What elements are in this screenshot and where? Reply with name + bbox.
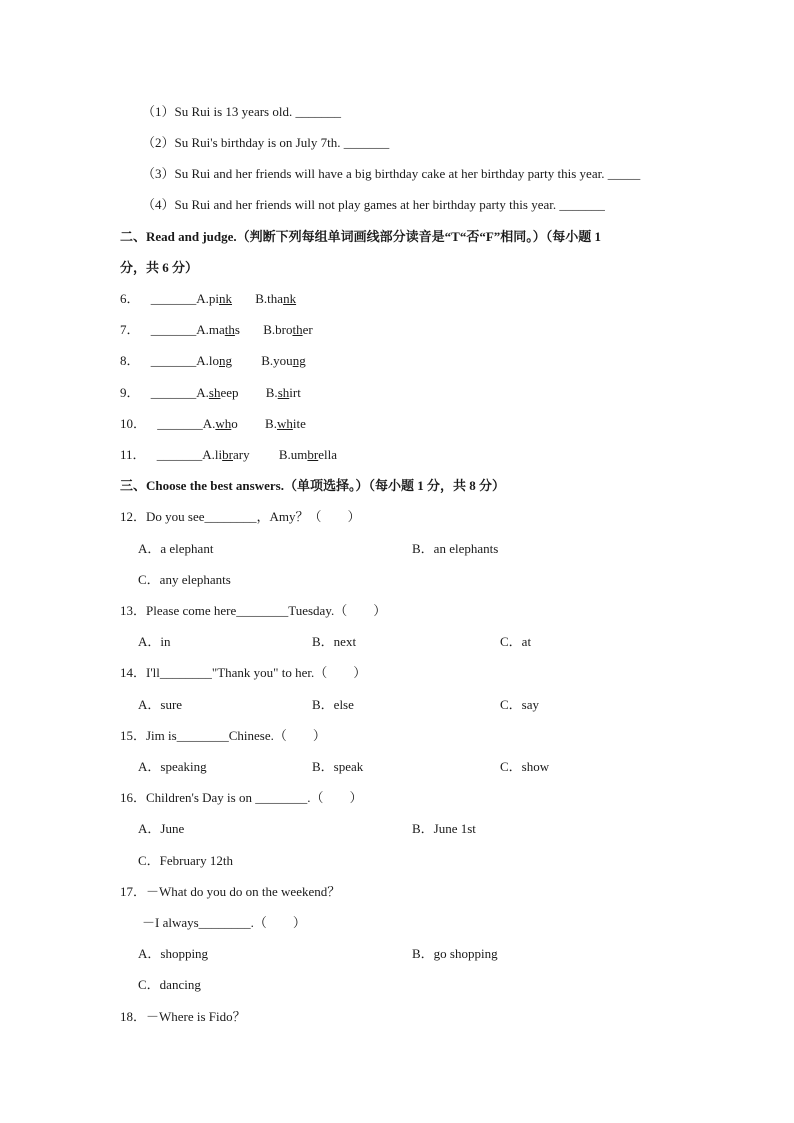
option-a: A.long: [196, 353, 233, 368]
question-18: 18．－Where is Fido？: [120, 1009, 246, 1024]
item-number: 9．: [120, 385, 140, 400]
answer-blank[interactable]: _______: [156, 447, 203, 462]
option-b: B.thank: [255, 291, 297, 306]
answer-blank[interactable]: _______: [150, 322, 197, 337]
answer-blank[interactable]: _______: [150, 353, 197, 368]
judge-item-8: [120, 353, 306, 369]
statement-2: （2）Su Rui's birthday is on July 7th. _______: [142, 135, 390, 150]
q13-option-a[interactable]: A．in: [138, 634, 171, 649]
q13-option-c[interactable]: C．at: [500, 634, 532, 649]
answer-blank[interactable]: _______: [157, 416, 203, 431]
question-17: 17．－What do you do on the weekend？: [120, 884, 341, 899]
item-number: 8．: [120, 353, 140, 368]
q13-option-b[interactable]: B．next: [312, 634, 357, 649]
q17-option-b[interactable]: B．go shopping: [412, 946, 498, 961]
judge-item-7: [120, 322, 313, 338]
section2-heading: 二、Read and judge.（判断下列每组单词画线部分读音是“T“否“F”相同。）（每小题 1: [120, 229, 602, 244]
section3-heading: 三、Choose the best answers.（单项选择。）（每小题 1 分，共 8 分）: [120, 478, 505, 493]
answer-blank[interactable]: _______: [150, 291, 197, 306]
q15-option-a[interactable]: A．speaking: [138, 759, 207, 774]
judge-item-11: [120, 447, 337, 463]
option-a: A.maths: [196, 322, 240, 337]
option-a: A.who: [202, 416, 238, 431]
question-13: 13．Please come here________Tuesday.（ ）: [120, 603, 387, 618]
question-17-reply: －I always________.（ ）: [142, 915, 306, 930]
option-b: B.umbrella: [278, 447, 338, 462]
judge-item-6: [120, 291, 296, 307]
q15-option-c[interactable]: C．show: [500, 759, 550, 774]
q12-option-a[interactable]: A．a elephant: [138, 541, 214, 556]
q12-option-c[interactable]: C．any elephants: [138, 572, 231, 587]
item-number: 10．: [120, 416, 147, 431]
section2-heading-cont: 分，共 6 分）: [120, 260, 199, 275]
option-b: B.young: [261, 353, 306, 368]
item-number: 7．: [120, 322, 140, 337]
q17-option-a[interactable]: A．shopping: [138, 946, 209, 961]
question-16: 16．Children's Day is on ________.（ ）: [120, 790, 363, 805]
q12-option-b[interactable]: B．an elephants: [412, 541, 499, 556]
question-15: 15．Jim is________Chinese.（ ）: [120, 728, 326, 743]
q14-option-b[interactable]: B．else: [312, 697, 354, 712]
option-b: B.brother: [263, 322, 313, 337]
q16-option-a[interactable]: A．June: [138, 821, 185, 836]
question-14: 14．I'll________"Thank you" to her.（ ）: [120, 665, 367, 680]
q14-option-c[interactable]: C．say: [500, 697, 540, 712]
q16-option-b[interactable]: B．June 1st: [412, 821, 476, 836]
item-number: 11．: [120, 447, 146, 462]
judge-item-9: [120, 385, 301, 401]
q15-option-b[interactable]: B．speak: [312, 759, 364, 774]
q16-option-c[interactable]: C．February 12th: [138, 853, 233, 868]
item-number: 6．: [120, 291, 140, 306]
statement-1: （1）Su Rui is 13 years old. _______: [142, 104, 341, 119]
q17-option-c[interactable]: C．dancing: [138, 977, 201, 992]
option-a: A.pink: [196, 291, 233, 306]
answer-blank[interactable]: _______: [150, 385, 197, 400]
option-a: A.library: [202, 447, 250, 462]
option-b: B.shirt: [265, 385, 301, 400]
q14-option-a[interactable]: A．sure: [138, 697, 183, 712]
question-12: 12．Do you see________，Amy？（ ）: [120, 509, 361, 524]
statement-4: （4）Su Rui and her friends will not play games at her birthday party this year. _______: [142, 197, 605, 212]
option-b: B.white: [265, 416, 306, 431]
judge-item-10: [120, 416, 306, 432]
option-a: A.sheep: [196, 385, 239, 400]
statement-3: （3）Su Rui and her friends will have a big birthday cake at her birthday party this year. _____: [142, 166, 641, 181]
